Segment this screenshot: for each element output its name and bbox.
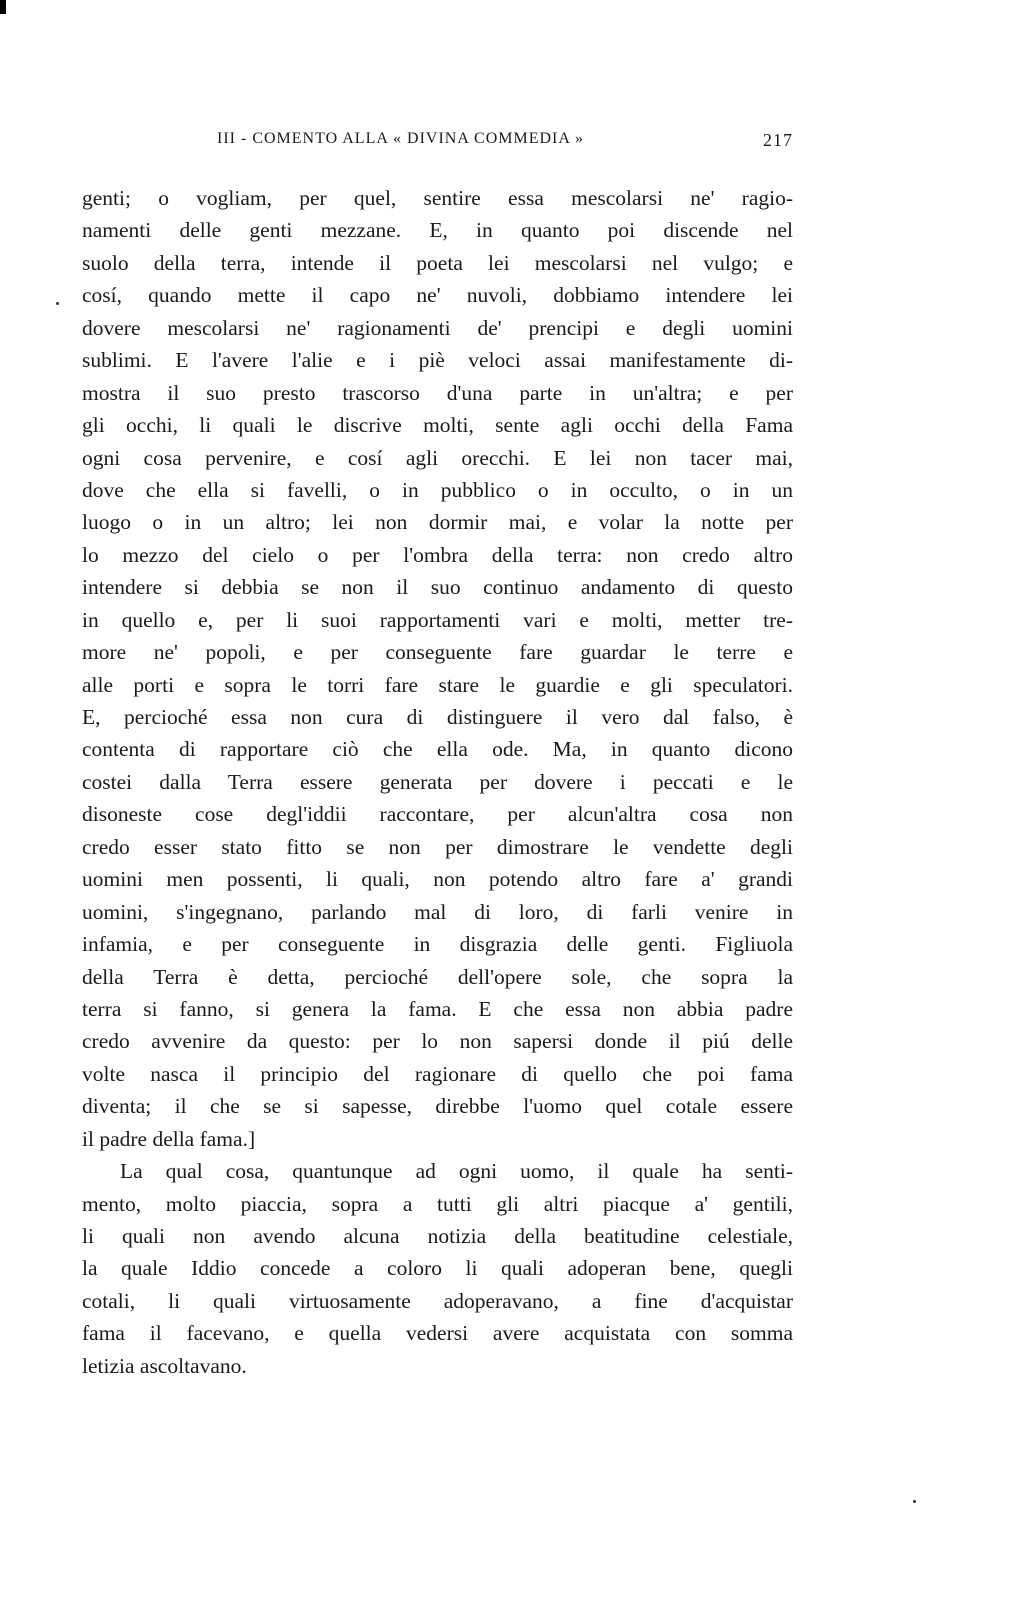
text-line: diventa; il che se si sapesse, direbbe l'uomo quel cotale essere xyxy=(82,1094,793,1119)
text-line: costei dalla Terra essere generata per dovere i peccati e le xyxy=(82,769,793,794)
text-line: terra si fanno, si genera la fama. E che essa non abbia padre xyxy=(82,996,793,1021)
page-header xyxy=(82,130,793,156)
text-line: more ne' popoli, e per conseguente fare guardar le terre e xyxy=(82,640,793,665)
scan-speck xyxy=(913,1500,916,1503)
running-title: III - COMENTO ALLA « DIVINA COMMEDIA » xyxy=(217,130,585,147)
text-line: gli occhi, li quali le discrive molti, sente agli occhi della Fama xyxy=(82,413,793,438)
text-line: namenti delle genti mezzane. E, in quanto poi discende nel xyxy=(82,218,793,243)
text-line: uomini, s'ingegnano, parlando mal di loro, di farli venire in xyxy=(82,899,793,924)
text-line: uomini men possenti, li quali, non potendo altro fare a' grandi xyxy=(82,867,793,892)
text-line: mostra il suo presto trascorso d'una parte in un'altra; e per xyxy=(82,380,793,405)
text-line: contenta di rapportare ciò che ella ode. Ma, in quanto dicono xyxy=(82,737,793,762)
text-line: in quello e, per li suoi rapportamenti vari e molti, metter tre- xyxy=(82,607,793,632)
text-line: letizia ascoltavano. xyxy=(82,1353,247,1378)
text-line: mento, molto piaccia, sopra a tutti gli altri piacque a' gentili, xyxy=(82,1191,793,1216)
text-line: cotali, li quali virtuosamente adoperavano, a fine d'acquistar xyxy=(82,1288,793,1313)
paragraph xyxy=(82,182,793,1155)
text-line: E, percioché essa non cura di distinguere il vero dal falso, è xyxy=(82,705,793,729)
text-line: il padre della fama.] xyxy=(82,1126,256,1151)
text-line: suolo della terra, intende il poeta lei mescolarsi nel vulgo; e xyxy=(82,250,793,275)
paragraph xyxy=(82,1155,793,1382)
text-line: alle porti e sopra le torri fare stare le guardie e gli speculatori. xyxy=(82,672,793,697)
text-line: infamia, e per conseguente in disgrazia delle genti. Figliuola xyxy=(82,932,793,957)
page-body xyxy=(82,182,793,1382)
text-line: la quale Iddio concede a coloro li quali adoperan bene, quegli xyxy=(82,1256,793,1281)
text-line: intendere si debbia se non il suo continuo andamento di questo xyxy=(82,575,793,600)
text-line: La qual cosa, quantunque ad ogni uomo, il quale ha senti- xyxy=(120,1159,793,1184)
text-line: fama il facevano, e quella vedersi avere acquistata con somma xyxy=(82,1321,793,1346)
text-line: dovere mescolarsi ne' ragionamenti de' prencipi e degli uomini xyxy=(82,315,793,340)
text-line: sublimi. E l'avere l'alie e i piè veloci assai manifestamente di- xyxy=(82,348,793,373)
text-line: genti; o vogliam, per quel, sentire essa mescolarsi ne' ragio- xyxy=(82,186,793,210)
text-line: li quali non avendo alcuna notizia della beatitudine celestiale, xyxy=(82,1224,793,1248)
text-line: credo esser stato fitto se non per dimostrare le vendette degli xyxy=(82,834,793,859)
text-line: luogo o in un altro; lei non dormir mai, e volar la notte per xyxy=(82,510,793,535)
text-line: dove che ella si favelli, o in pubblico o in occulto, o in un xyxy=(82,477,793,502)
text-line: della Terra è detta, percioché dell'opere sole, che sopra la xyxy=(82,964,793,989)
text-line: disoneste cose degl'iddii raccontare, per alcun'altra cosa non xyxy=(82,802,793,827)
text-line: cosí, quando mette il capo ne' nuvoli, dobbiamo intendere lei xyxy=(82,283,793,308)
text-line: ogni cosa pervenire, e cosí agli orecchi. E lei non tacer mai, xyxy=(82,445,793,470)
text-line: credo avvenire da questo: per lo non sapersi donde il piú delle xyxy=(82,1029,793,1054)
scan-speck xyxy=(56,302,59,305)
text-line: lo mezzo del cielo o per l'ombra della terra: non credo altro xyxy=(82,542,793,567)
text-line: volte nasca il principio del ragionare di quello che poi fama xyxy=(82,1061,793,1086)
scan-edge-mark xyxy=(0,0,6,14)
page-number: 217 xyxy=(763,130,793,150)
